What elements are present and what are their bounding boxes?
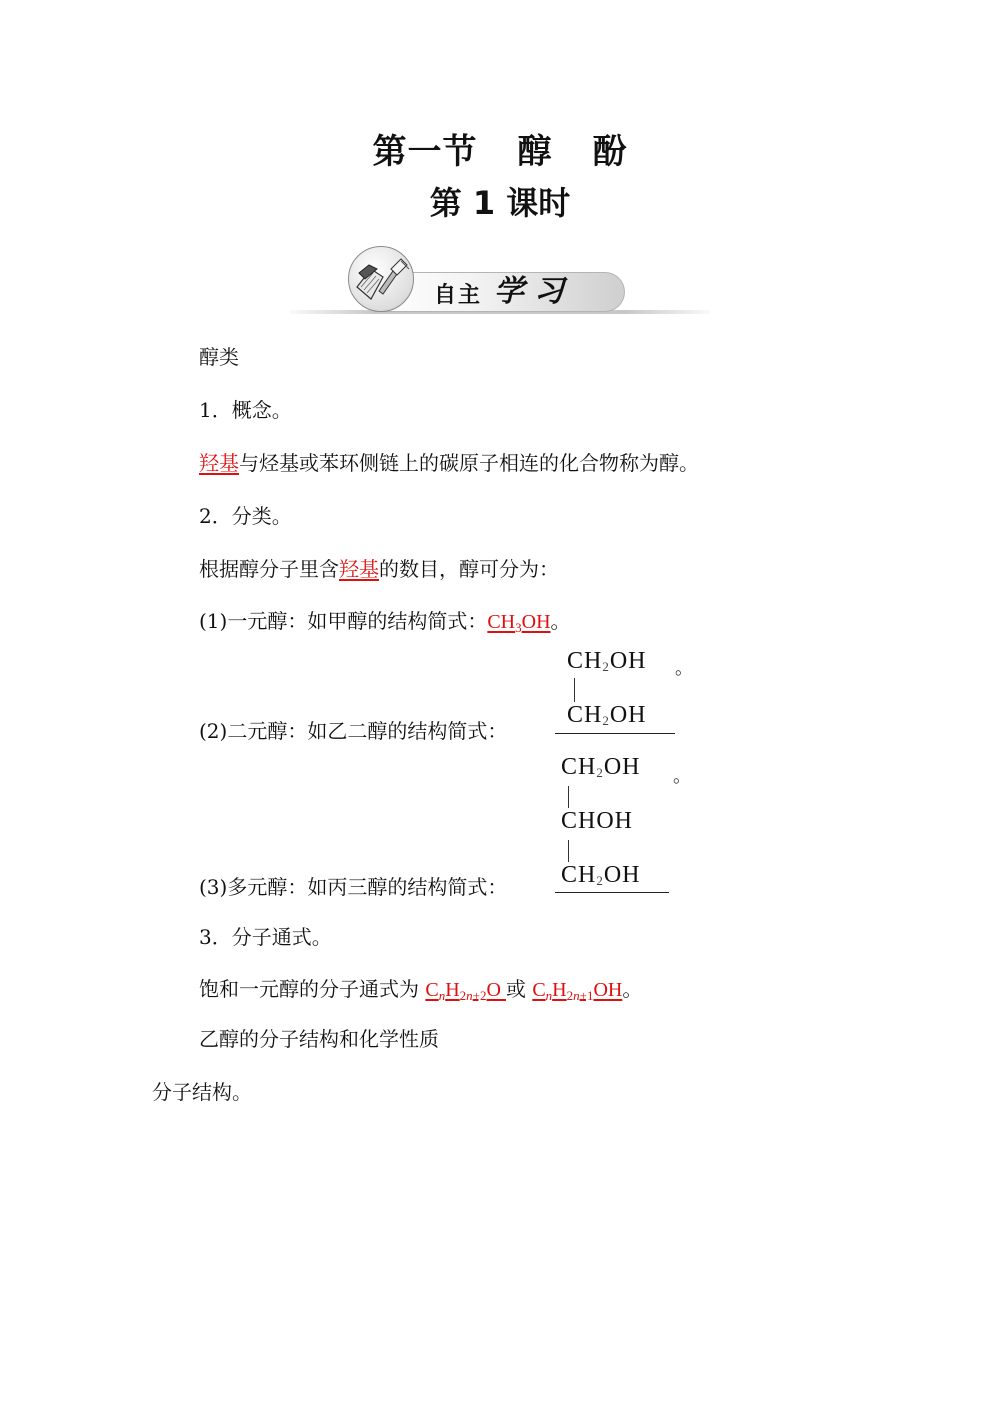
book-and-pen-icon (348, 246, 414, 312)
self-study-banner (290, 238, 710, 320)
intro-before: 根据醇分子里含 (199, 557, 339, 581)
concept-definition (199, 450, 699, 476)
formula-end: 。 (675, 658, 693, 678)
formula-end: 。 (673, 766, 691, 786)
answer-hydroxyl: 羟基 (199, 451, 239, 475)
section-heading-ethanol: 乙醇的分子结构和化学性质 (199, 1027, 439, 1051)
formula-end: 。 (622, 977, 643, 1001)
answer-hydroxyl-2: 羟基 (339, 557, 379, 581)
banner-label-big: 学习 (494, 274, 574, 309)
molecular-structure-label: 分子结构。 (152, 1080, 252, 1104)
item-end: 。 (550, 609, 571, 633)
formula-underline (555, 892, 669, 893)
bond-line (568, 840, 569, 862)
general-formula-text: 饱和一元醇的分子通式为 (199, 977, 419, 1001)
title-section: 第一节 (372, 132, 478, 172)
classification-heading: 2．分类。 (199, 504, 292, 528)
item-label: (1)一元醇：如甲醇的结构简式： (199, 609, 488, 633)
answer-formula-1: $C_nH_{2n+2}O$ (425, 979, 506, 1003)
general-formula-line (199, 976, 642, 1009)
formula-row: $CH_2OH$ (567, 648, 647, 674)
formula-row: $CH_2OH$ (561, 754, 641, 780)
bond-line (574, 678, 575, 702)
concept-heading: 1．概念。 (199, 398, 292, 422)
item-dihydric: (2)二元醇：如乙二醇的结构简式： (199, 719, 508, 743)
intro-after: 的数目，醇可分为： (379, 557, 559, 581)
section-heading-alcohols: 醇类 (199, 345, 239, 369)
formula-row: CHOH (561, 808, 634, 834)
connector-or: 或 (505, 977, 526, 1001)
title-phenol: 酚 (592, 132, 628, 172)
page-title (0, 124, 1000, 173)
item-polyhydric: (3)多元醇：如丙三醇的结构简式： (199, 875, 508, 899)
formula-row: $CH_2OH$ (561, 862, 641, 888)
general-formula-heading: 3．分子通式。 (199, 925, 332, 949)
banner-label-small: 自主 (434, 282, 483, 308)
formula-underline (555, 733, 675, 734)
bond-line (568, 786, 569, 808)
formula-row: $CH_2OH$ (567, 702, 647, 728)
page-subtitle: 第 1 课时 (429, 184, 571, 222)
answer-methanol: $CH_3OH$ (487, 611, 551, 635)
title-alcohol: 醇 (517, 132, 553, 172)
concept-text: 与烃基或苯环侧链上的碳原子相连的化合物称为醇。 (239, 451, 699, 475)
answer-formula-2: $C_nH_{2n+1}OH$ (532, 979, 623, 1003)
item-monohydric (199, 608, 571, 641)
classification-intro (199, 556, 559, 582)
